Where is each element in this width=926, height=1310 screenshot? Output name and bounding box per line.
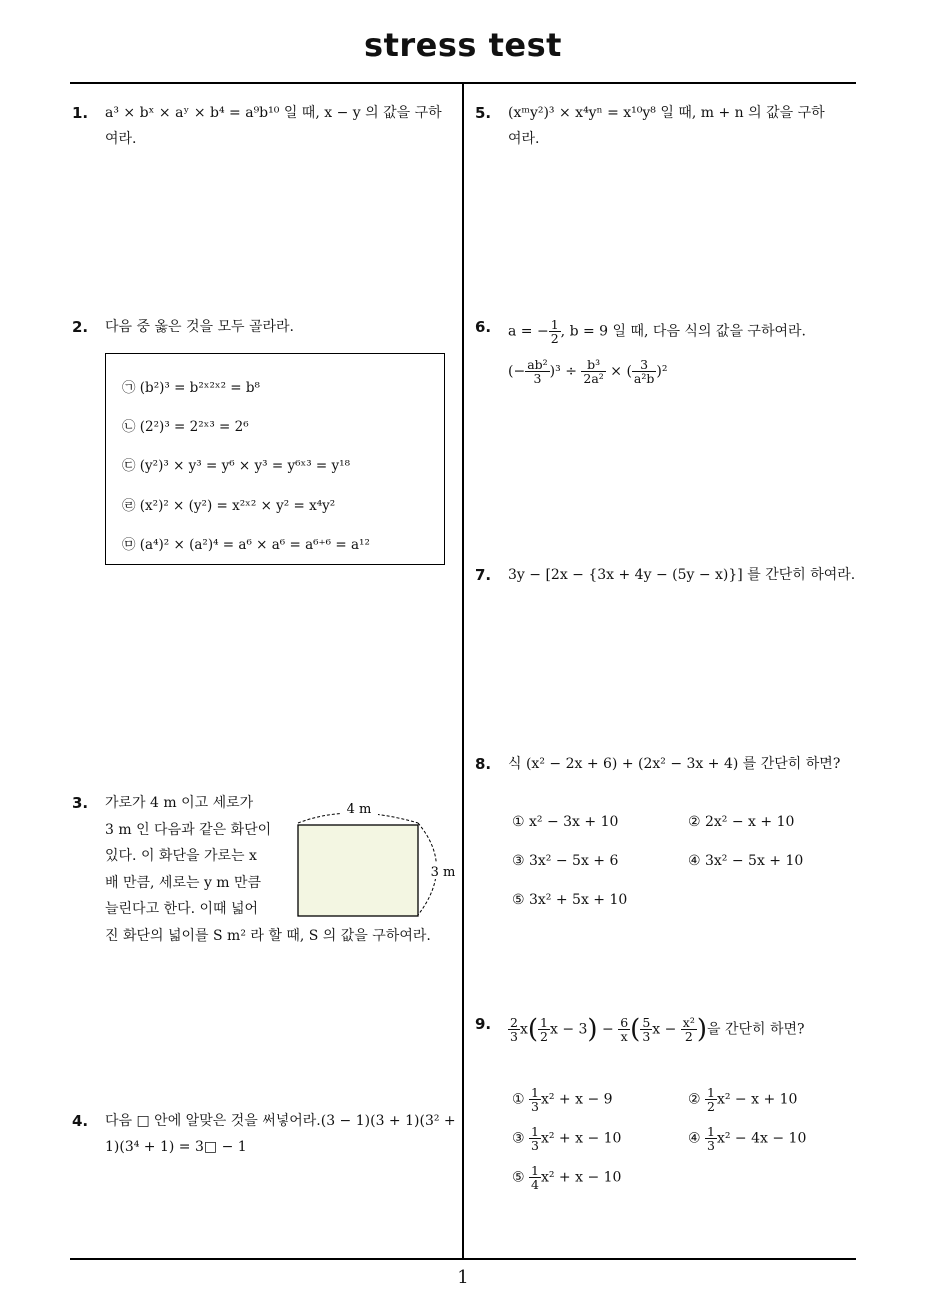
question-6-cond: , b = 9 일 때, 다음 식의 값을 구하여라. bbox=[560, 323, 806, 340]
statement-item: ㉡ (2²)³ = 2²ˣ³ = 2⁶ bbox=[122, 419, 249, 435]
question-1-number: 1. bbox=[72, 104, 89, 122]
page-number: 1 bbox=[457, 1267, 469, 1288]
statement-item: ㉢ (y²)³ × y³ = y⁶ × y³ = y⁶ˣ³ = y¹⁸ bbox=[122, 458, 350, 474]
width-label: 4 m bbox=[346, 802, 372, 817]
height-label: 3 m bbox=[430, 865, 456, 880]
answer-choice[interactable]: ② 2x² − x + 10 bbox=[688, 814, 795, 830]
question-4-line1: 다음 □ 안에 알맞은 것을 써넣어라.(3 − 1)(3 + 1)(3² + bbox=[105, 1113, 456, 1129]
question-4-line2: 1)(3⁴ + 1) = 3□ − 1 bbox=[105, 1139, 247, 1155]
question-7-text: 3y − [2x − {3x + 4y − (5y − x)}] 를 간단히 하여라. bbox=[508, 567, 856, 583]
question-3-line: 배 만큼, 세로는 y m 만큼 bbox=[105, 874, 262, 891]
garden-rectangle bbox=[298, 825, 418, 916]
fraction-1: $\frac{\text{ab²}}{3}$ bbox=[527, 357, 548, 387]
statement-item: ㉠ (b²)³ = b²ˣ²ˣ² = b⁸ bbox=[122, 380, 260, 396]
answer-choice[interactable]: ③ $\frac{1}{3}$ x² + x − 10 bbox=[512, 1124, 622, 1154]
expr-part: 을 간단히 하면? bbox=[707, 1021, 805, 1038]
fraction-2: $\frac{1}{2}$ bbox=[540, 1015, 548, 1045]
answer-choice[interactable]: ④ $\frac{1}{3}$ x² − 4x − 10 bbox=[688, 1124, 807, 1154]
question-8-number: 8. bbox=[475, 755, 492, 773]
fraction-4: $\frac{5}{3}$ bbox=[642, 1015, 651, 1045]
question-6-prefix: a = − bbox=[508, 323, 549, 340]
question-7-number: 7. bbox=[475, 566, 492, 584]
page-title: stress test bbox=[364, 26, 562, 64]
column-divider bbox=[462, 84, 464, 1258]
question-1-line1: a³ × bˣ × aʸ × b⁴ = a⁹b¹⁰ 일 때, x − y 의 값을 구하 bbox=[105, 105, 442, 121]
question-5-line2: 여라. bbox=[508, 131, 540, 147]
question-5-text bbox=[508, 100, 858, 152]
question-3-line: 늘린다고 한다. 이때 넓어 bbox=[105, 901, 259, 917]
statement-item: ㉣ (x²)² × (y²) = x²ˣ² × y² = x⁴y² bbox=[122, 498, 336, 514]
question-5-line1: (xᵐy²)³ × x⁴yⁿ = x¹⁰y⁸ 일 때, m + n 의 값을 구하 bbox=[508, 105, 825, 121]
answer-choice[interactable]: ⑤ 3x² + 5x + 10 bbox=[512, 892, 628, 908]
question-8-text: 식 (x² − 2x + 6) + (2x² − 3x + 4) 를 간단히 하면? bbox=[508, 756, 841, 772]
question-3-line: 있다. 이 화단을 가로는 x bbox=[105, 848, 257, 864]
answer-choice[interactable]: ③ 3x² − 5x + 6 bbox=[512, 853, 619, 869]
fraction-3: $\frac{3}{\text{a²b}}$ bbox=[633, 357, 655, 387]
answer-choice[interactable]: ④ 3x² − 5x + 10 bbox=[688, 853, 804, 869]
statement-box bbox=[105, 353, 445, 565]
question-3-line: 진 화단의 넓이를 S m² 라 할 때, S 의 값을 구하여라. bbox=[105, 927, 431, 944]
question-4-text bbox=[105, 1108, 460, 1160]
answer-choice[interactable]: ⑤ $\frac{1}{4}$ x² + x − 10 bbox=[512, 1163, 622, 1193]
answer-choice[interactable]: ① $\frac{1}{3}$ x² + x − 9 bbox=[512, 1085, 613, 1115]
question-6-condition bbox=[508, 318, 806, 345]
question-5-number: 5. bbox=[475, 104, 492, 122]
footer-rule bbox=[70, 1258, 856, 1260]
question-1-text bbox=[105, 100, 457, 152]
answer-choice[interactable]: ② $\frac{1}{2}$ x² − x + 10 bbox=[688, 1085, 798, 1115]
paren: ) bbox=[696, 1014, 708, 1045]
question-6-expression bbox=[508, 358, 667, 385]
question-3-line: 가로가 4 m 이고 세로가 bbox=[105, 795, 254, 811]
fraction-3: $\frac{6}{x}$ bbox=[620, 1015, 629, 1045]
expr-part: − bbox=[602, 1021, 614, 1038]
paren: ) bbox=[587, 1014, 598, 1045]
question-2-number: 2. bbox=[72, 318, 89, 336]
expr-part: × ( bbox=[610, 363, 632, 380]
expr-part: x − bbox=[652, 1021, 677, 1038]
fraction-2: $\frac{\text{b³}}{\text{2a²}}$ bbox=[583, 357, 604, 387]
question-2-text: 다음 중 옳은 것을 모두 골라라. bbox=[105, 319, 294, 335]
fraction-5: $\frac{\text{x²}}{2}$ bbox=[682, 1015, 695, 1045]
paren: ( bbox=[527, 1014, 539, 1045]
expr-part: x − 3 bbox=[549, 1021, 588, 1038]
garden-diagram bbox=[290, 795, 465, 925]
question-3-number: 3. bbox=[72, 794, 89, 812]
expr-part: x bbox=[519, 1021, 528, 1038]
fraction-a: $\frac{1}{2}$ bbox=[550, 317, 559, 347]
expr-part: )² bbox=[656, 363, 668, 380]
question-9-number: 9. bbox=[475, 1015, 492, 1033]
question-4-number: 4. bbox=[72, 1112, 89, 1130]
statement-item: ㉤ (a⁴)² × (a²)⁴ = a⁶ × a⁶ = a⁶⁺⁶ = a¹² bbox=[122, 537, 370, 553]
question-9-expression bbox=[508, 1016, 805, 1043]
paren: ( bbox=[630, 1014, 641, 1045]
answer-choice[interactable]: ① x² − 3x + 10 bbox=[512, 814, 619, 830]
fraction-1: $\frac{2}{3}$ bbox=[510, 1015, 518, 1045]
question-3-line: 3 m 인 다음과 같은 화단이 bbox=[105, 821, 272, 838]
question-6-number: 6. bbox=[475, 318, 492, 336]
question-1-line2: 여라. bbox=[105, 131, 137, 147]
expr-part: )³ ÷ bbox=[549, 363, 577, 380]
expr-part: (− bbox=[508, 363, 526, 380]
